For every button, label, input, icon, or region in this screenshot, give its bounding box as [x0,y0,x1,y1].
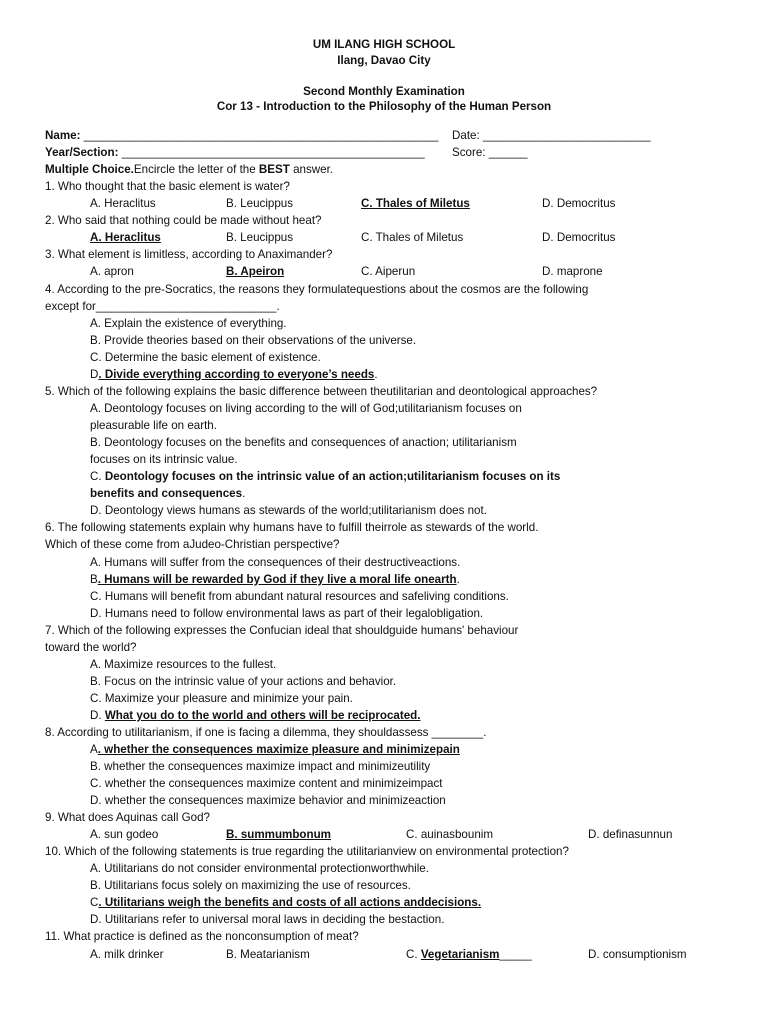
date-field[interactable]: __________________________ [482,129,651,142]
q6-option-b-text: . Humans will be rewarded by God if they live a moral life onearth [97,573,457,586]
question-2: 2. Who said that nothing could be made without heat? [45,214,322,227]
instructions-text: Encircle the letter of the [133,163,259,176]
score-field[interactable]: ______ [488,146,528,159]
q11-option-b[interactable]: B. Meatarianism [226,948,310,961]
q7-option-d-letter: D. [90,709,105,722]
q7-option-a[interactable]: A. Maximize resources to the fullest. [90,658,277,671]
q4-option-b[interactable]: B. Provide theories based on their observations of the universe. [90,334,417,347]
q6-option-c[interactable]: C. Humans will benefit from abundant natural resources and safeliving conditions. [90,590,509,603]
q9-option-c[interactable]: C. auinasbounim [406,828,494,841]
q5-option-b[interactable]: B. Deontology focuses on the benefits and consequences of anaction; utilitarianism [90,436,517,449]
question-7-cont: toward the world? [45,641,137,654]
question-8: 8. According to utilitarianism, if one is facing a dilemma, they shouldassess ________. [45,726,487,739]
q7-option-d-text: What you do to the world and others will be reciprocated. [104,709,421,722]
q2-option-c[interactable]: C. Thales of Miletus [361,231,464,244]
q9-option-b[interactable]: B. summumbonum [226,828,331,841]
q6-option-b-letter: B [90,573,98,586]
q11-option-d[interactable]: D. consumptionism [588,948,687,961]
q2-option-d[interactable]: D. Democritus [542,231,616,244]
q4-option-c[interactable]: C. Determine the basic element of existence. [90,351,321,364]
q11-option-c[interactable] [406,948,532,961]
q10-option-d[interactable]: D. Utilitarians refer to universal moral laws in deciding the bestaction. [90,913,445,926]
question-1: 1. Who thought that the basic element is water? [45,180,290,193]
date-label: Date: [452,129,480,142]
school-location: Ilang, Davao City [337,54,431,67]
year-field[interactable]: _______________________________________________ [121,146,425,159]
q7-option-d[interactable] [90,709,420,722]
question-4: 4. According to the pre-Socratics, the reasons they formulatequestions about the cosmos are the following [45,283,589,296]
exam-title: Second Monthly Examination [303,85,465,98]
question-9: 9. What does Aquinas call God? [45,811,210,824]
q11-option-c-blank: _____ [499,948,532,961]
question-3: 3. What element is limitless, according to Anaximander? [45,248,333,261]
q6-option-b[interactable] [90,573,460,586]
q7-option-c[interactable]: C. Maximize your pleasure and minimize your pain. [90,692,353,705]
q11-option-c-letter: C. [406,948,421,961]
q5-option-c-cont[interactable] [90,487,245,500]
q1-option-a[interactable]: A. Heraclitus [90,197,156,210]
q1-option-c[interactable]: C. Thales of Miletus [361,197,470,210]
year-row [45,146,425,159]
q1-option-b[interactable]: B. Leucippus [226,197,294,210]
year-label: Year/Section: [45,146,119,159]
q4-option-d-text: . Divide everything according to everyone’s needs [98,368,375,381]
question-6: 6. The following statements explain why humans have to fulfill theirrole as stewards of the world. [45,521,539,534]
q10-option-c[interactable] [90,896,481,909]
question-7: 7. Which of the following expresses the Confucian ideal that shouldguide humans' behaviour [45,624,519,637]
q2-option-b[interactable]: B. Leucippus [226,231,294,244]
q4-option-a[interactable]: A. Explain the existence of everything. [90,317,287,330]
school-name: UM ILANG HIGH SCHOOL [312,38,456,51]
q3-option-d[interactable]: D. maprone [542,265,603,278]
q5-option-d[interactable]: D. Deontology views humans as stewards of the world;utilitarianism does not. [90,504,487,517]
q5-option-c-end: . [242,487,246,500]
q5-option-b-cont[interactable]: focuses on its intrinsic value. [90,453,238,466]
score-label: Score: [452,146,486,159]
q5-option-a[interactable]: A. Deontology focuses on living according to the will of God;utilitarianism focuses on [90,402,522,415]
instructions-lead: Multiple Choice. [45,163,134,176]
q5-option-c-text: Deontology focuses on the intrinsic value of an action;utilitarianism focuses on its [104,470,561,483]
question-10: 10. Which of the following statements is true regarding the utilitarianview on environmental protection? [45,845,569,858]
q8-option-a[interactable] [90,743,460,756]
instructions-end: answer. [289,163,334,176]
q8-option-b[interactable]: B. whether the consequences maximize impact and minimizeutility [90,760,431,773]
q5-option-c-text2: benefits and consequences [90,487,243,500]
q10-option-c-text: . Utilitarians weigh the benefits and costs of all actions anddecisions. [98,896,482,909]
q8-option-d[interactable]: D. whether the consequences maximize behavior and minimizeaction [90,794,446,807]
q5-option-c-letter: C. [90,470,105,483]
instructions [45,163,333,176]
date-row [452,129,651,142]
q6-option-a[interactable]: A. Humans will suffer from the consequences of their destructiveactions. [90,556,461,569]
q3-option-c[interactable]: C. Aiperun [361,265,416,278]
name-row [45,129,438,142]
q4-option-d-letter: D [90,368,99,381]
q11-option-a[interactable]: A. milk drinker [90,948,164,961]
q2-option-a[interactable]: A. Heraclitus [90,231,161,244]
course-title: Cor 13 - Introduction to the Philosophy of the Human Person [216,100,552,113]
q4-option-d[interactable] [90,368,378,381]
q9-option-a[interactable]: A. sun godeo [90,828,159,841]
q3-option-b[interactable]: B. Apeiron [226,265,285,278]
question-5: 5. Which of the following explains the basic difference between theutilitarian and deontological approaches? [45,385,598,398]
q8-option-a-text: . whether the consequences maximize pleasure and minimizepain [97,743,460,756]
instructions-best: BEST [258,163,290,176]
q5-option-c[interactable] [90,470,560,483]
name-field[interactable]: _______________________________________________________ [83,129,439,142]
q8-option-a-letter: A [90,743,98,756]
q8-option-c[interactable]: C. whether the consequences maximize content and minimizeimpact [90,777,443,790]
question-11: 11. What practice is defined as the nonconsumption of meat? [45,930,359,943]
q5-option-a-cont[interactable]: pleasurable life on earth. [90,419,217,432]
q6-option-d[interactable]: D. Humans need to follow environmental laws as part of their legalobligation. [90,607,484,620]
q6-option-b-end: . [456,573,460,586]
score-row [452,146,527,159]
q3-option-a[interactable]: A. apron [90,265,134,278]
q1-option-d[interactable]: D. Democritus [542,197,616,210]
q11-option-c-text: Vegetarianism [420,948,500,961]
q9-option-d[interactable]: D. definasunnun [588,828,673,841]
q10-option-b[interactable]: B. Utilitarians focus solely on maximizing the use of resources. [90,879,411,892]
q10-option-c-letter: C [90,896,99,909]
q10-option-a[interactable]: A. Utilitarians do not consider environmental protectionworthwhile. [90,862,429,875]
q4-option-d-end: . [374,368,378,381]
question-4-cont: except for____________________________. [45,300,280,313]
q7-option-b[interactable]: B. Focus on the intrinsic value of your actions and behavior. [90,675,397,688]
question-6-cont: Which of these come from aJudeo-Christian perspective? [45,538,340,551]
name-label: Name: [45,129,81,142]
